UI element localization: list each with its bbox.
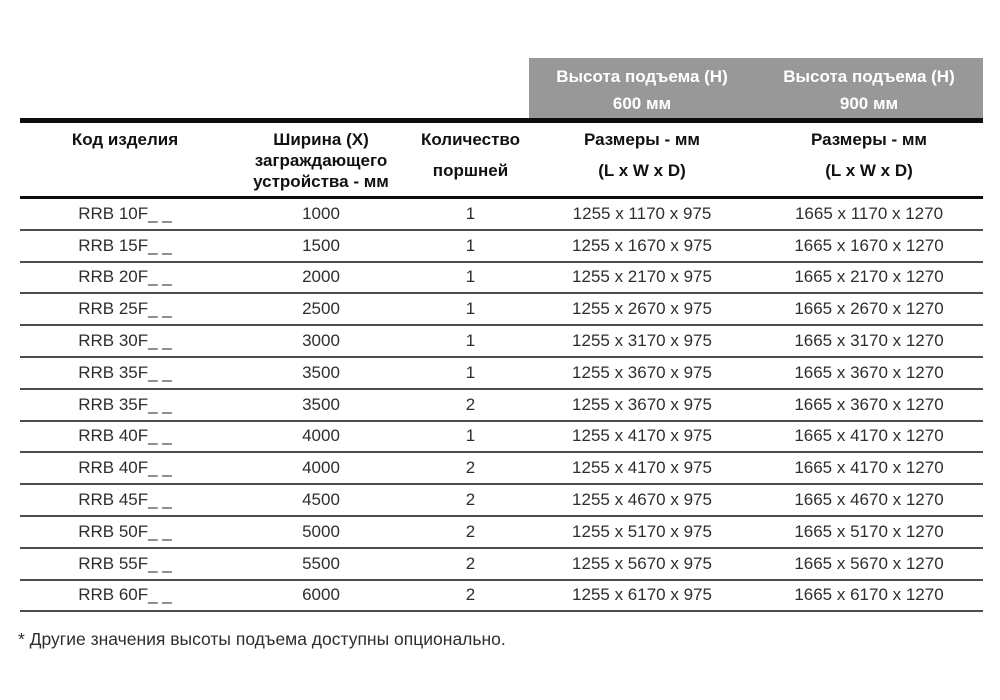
banner-lift-height-900 xyxy=(755,58,983,118)
column-header-line: заграждающего xyxy=(254,151,388,170)
table-cell: RRB 15F_ _ xyxy=(78,235,172,255)
table-cell: 5500 xyxy=(302,553,340,573)
table-cell: 1255 x 3670 x 975 xyxy=(572,362,712,382)
banner-spacer xyxy=(20,58,529,118)
column-header-line: устройства - мм xyxy=(253,172,389,191)
table-cell: 3500 xyxy=(302,394,340,414)
table-row xyxy=(20,358,983,390)
table-cell: 2 xyxy=(465,458,476,478)
banner-title: Высота подъема (H) xyxy=(783,67,955,86)
table-cell: 1255 x 2670 x 975 xyxy=(572,299,712,319)
table-cell: RRB 20F_ _ xyxy=(78,267,172,287)
table-cell: 1255 x 1670 x 975 xyxy=(572,235,712,255)
table-cell: 1665 x 1170 x 1270 xyxy=(794,203,944,223)
table-row xyxy=(20,453,983,485)
column-header-line: (L x W x D) xyxy=(598,161,686,180)
table-cell: 2 xyxy=(465,585,476,605)
lift-height-banner-row xyxy=(20,58,983,118)
column-header-dimensions-900 xyxy=(755,123,983,196)
table-cell: 1665 x 3670 x 1270 xyxy=(794,394,944,414)
table-cell: 1665 x 2670 x 1270 xyxy=(794,299,944,319)
column-header-dimensions-600 xyxy=(529,123,755,196)
table-cell: 1665 x 5670 x 1270 xyxy=(794,553,944,573)
table-header-row xyxy=(20,123,983,196)
table-cell: 1665 x 6170 x 1270 xyxy=(794,585,944,605)
column-header-line: Код изделия xyxy=(71,130,179,149)
table-row xyxy=(20,263,983,295)
table-cell: 3000 xyxy=(302,331,340,351)
table-cell: 1 xyxy=(465,331,476,351)
table-cell: 1 xyxy=(465,203,476,223)
table-cell: 1 xyxy=(465,235,476,255)
table-cell: 2500 xyxy=(302,299,340,319)
table-cell: 1255 x 1170 x 975 xyxy=(572,203,712,223)
table-cell: 6000 xyxy=(302,585,340,605)
table-cell: 1500 xyxy=(302,235,340,255)
column-header-barrier-width xyxy=(230,123,412,196)
table-row xyxy=(20,549,983,581)
table-cell: RRB 10F_ _ xyxy=(78,203,172,223)
table-cell: 1665 x 3170 x 1270 xyxy=(794,331,944,351)
table-cell: RRB 50F_ _ xyxy=(78,521,172,541)
table-body xyxy=(20,199,983,612)
table-cell: 1255 x 6170 x 975 xyxy=(572,585,712,605)
spec-table xyxy=(20,58,983,612)
banner-lift-height-600 xyxy=(529,58,755,118)
table-cell: 1665 x 4170 x 1270 xyxy=(794,458,944,478)
table-cell: 1255 x 3170 x 975 xyxy=(572,331,712,351)
table-cell: 1665 x 3670 x 1270 xyxy=(794,362,944,382)
table-cell: 1000 xyxy=(302,203,340,223)
table-cell: RRB 55F_ _ xyxy=(78,553,172,573)
table-cell: 1 xyxy=(465,299,476,319)
table-row xyxy=(20,390,983,422)
table-cell: 1255 x 5170 x 975 xyxy=(572,521,712,541)
table-cell: 3500 xyxy=(302,362,340,382)
footnote: * Другие значения высоты подъема доступны опционально. xyxy=(18,629,506,649)
column-header-line: Ширина (X) xyxy=(273,130,369,149)
column-header-line: (L x W x D) xyxy=(825,161,913,180)
table-cell: RRB 60F_ _ xyxy=(78,585,172,605)
table-row xyxy=(20,294,983,326)
banner-value: 900 мм xyxy=(839,94,899,113)
table-cell: 4500 xyxy=(302,490,340,510)
table-cell: 2 xyxy=(465,394,476,414)
table-row xyxy=(20,581,983,613)
table-cell: RRB 35F_ _ xyxy=(78,394,172,414)
table-cell: 2 xyxy=(465,490,476,510)
table-cell: 1665 x 4170 x 1270 xyxy=(794,426,944,446)
table-cell: 1 xyxy=(465,426,476,446)
table-cell: RRB 30F_ _ xyxy=(78,331,172,351)
column-header-piston-count xyxy=(412,123,529,196)
table-cell: RRB 40F_ _ xyxy=(78,426,172,446)
table-row xyxy=(20,517,983,549)
table-row xyxy=(20,231,983,263)
table-cell: 4000 xyxy=(302,426,340,446)
table-cell: 1665 x 4670 x 1270 xyxy=(794,490,944,510)
table-cell: 1255 x 4670 x 975 xyxy=(572,490,712,510)
table-cell: 1255 x 4170 x 975 xyxy=(572,426,712,446)
table-cell: 2 xyxy=(465,521,476,541)
table-cell: 1665 x 1670 x 1270 xyxy=(794,235,944,255)
table-row xyxy=(20,326,983,358)
table-cell: 1255 x 4170 x 975 xyxy=(572,458,712,478)
column-header-product-code xyxy=(20,123,230,196)
table-row xyxy=(20,422,983,454)
table-cell: 1 xyxy=(465,362,476,382)
table-cell: 1665 x 2170 x 1270 xyxy=(794,267,944,287)
table-row xyxy=(20,485,983,517)
column-header-line: Размеры - мм xyxy=(584,130,700,149)
column-header-line: Размеры - мм xyxy=(811,130,927,149)
table-cell: 4000 xyxy=(302,458,340,478)
banner-title: Высота подъема (H) xyxy=(556,67,728,86)
table-cell: RRB 45F_ _ xyxy=(78,490,172,510)
table-cell: 1255 x 5670 x 975 xyxy=(572,553,712,573)
table-cell: 5000 xyxy=(302,521,340,541)
column-header-line: поршней xyxy=(432,161,509,180)
table-cell: RRB 40F_ _ xyxy=(78,458,172,478)
column-header-line: Количество xyxy=(420,130,521,149)
table-cell: 2 xyxy=(465,553,476,573)
lift-height-banner xyxy=(529,58,983,118)
table-cell: 1 xyxy=(465,267,476,287)
table-cell: RRB 25F_ _ xyxy=(78,299,172,319)
table-cell: 1255 x 3670 x 975 xyxy=(572,394,712,414)
table-row xyxy=(20,199,983,231)
table-cell: RRB 35F_ _ xyxy=(78,362,172,382)
table-cell: 2000 xyxy=(302,267,340,287)
table-cell: 1255 x 2170 x 975 xyxy=(572,267,712,287)
banner-value: 600 мм xyxy=(612,94,672,113)
table-cell: 1665 x 5170 x 1270 xyxy=(794,521,944,541)
